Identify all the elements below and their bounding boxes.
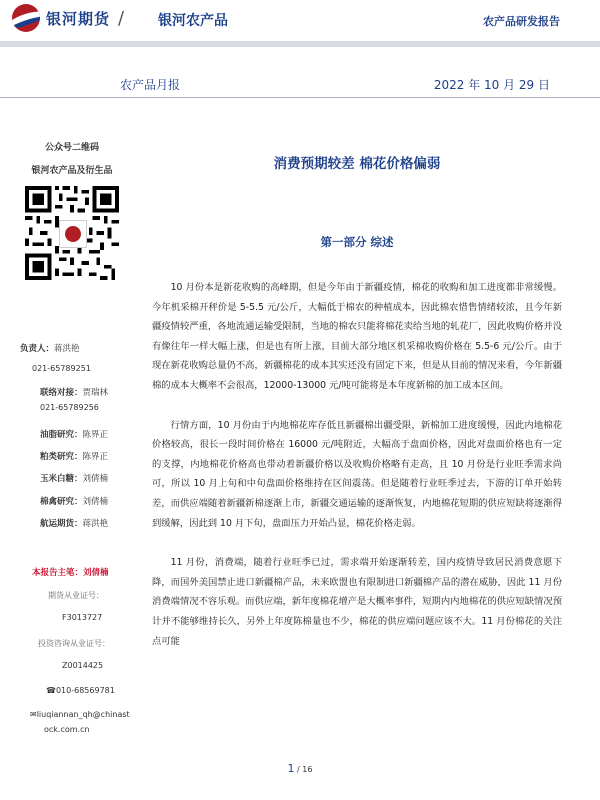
subheader [0, 72, 600, 96]
department-name: 银河农产品 [158, 13, 228, 29]
qr-subtitle: 银河农产品及衍生品 [31, 166, 113, 176]
galaxy-logo-icon [12, 4, 40, 32]
staff-name: 贾瑞林 [82, 388, 109, 398]
staff-role: 航运期货： [40, 519, 83, 529]
staff-contact [40, 386, 150, 398]
sidebar [12, 140, 132, 280]
section-heading: 第一部分 综述 [320, 235, 394, 249]
paragraph-market: 行情方面，10 月份由于内地棉花库存低且新疆棉出疆受限，新棉加工进度缓慢，因此内地棉花价格较高，很长一段时间价格在 16000 元/吨附近，大幅高于盘面价格，因此对盘面价格也有一定的支撑，内地棉花价格高也带动着新疆价格以及收购价格略有走高，且 10 月份是行业旺季需求尚可，所以 10 月上旬和中旬盘面价格维持在区间震荡。但是随着行业旺季过去，下游的订单开始转差，而供应端随着新疆新棉逐渐上市，新疆交通运输的逐渐恢复，内地棉花短期的供应短缺将逐渐得到缓解，因此到 10 月下旬，盘面压力开始凸显，棉花价格走弱。 [152, 419, 562, 529]
header-divider [0, 41, 600, 47]
qr-title: 公众号二维码 [44, 143, 99, 153]
author-email-line2: ock.com.cn [44, 725, 90, 734]
company-name: 银河期货 [46, 9, 111, 28]
company-logo [12, 4, 124, 32]
total-pages: / 16 [294, 765, 313, 774]
staff-role: 负责人： [20, 344, 55, 354]
staff-role: 玉米白糖： [40, 474, 83, 484]
advisory-license-number: Z0014425 [62, 661, 104, 670]
futures-license-number: F3013727 [62, 613, 103, 622]
header-slash: / [118, 7, 125, 29]
paragraph-outlook: 11 月份，消费端，随着行业旺季已过，需求端开始逐渐转差，国内疫情导致居民消费意愿下降，而国外美国禁止进口新疆棉产品，未来欧盟也有限制进口新疆棉产品的潜在威胁，因此 11 月份消费端情况不容乐观。而供应端，新年度棉花增产是大概率事件，短期内内地棉花的供应短缺情况预计并不能够维持长久，另外上年度陈棉量也不少，棉花的供应端问题应该不大。11 月份棉花的关注点可能 [152, 557, 562, 647]
staff-name: 刘倩楠 [82, 497, 109, 507]
staff-name: 蒋洪艳 [54, 344, 80, 354]
staff-role: 棉禽研究： [40, 497, 83, 507]
report-header [0, 0, 600, 40]
staff-role: 粕类研究： [40, 452, 83, 462]
staff-role: 油脂研究： [40, 430, 83, 440]
author-phone: ☎010-68569781 [46, 686, 115, 695]
staff-oils [40, 428, 150, 440]
staff-meals [40, 450, 150, 462]
staff-shipping [40, 517, 150, 529]
qr-code-icon [25, 186, 119, 280]
author-email-line1: ✉liuqiannan_qh@chinast [30, 710, 130, 719]
staff-contact-phone: 021-65789256 [40, 403, 99, 412]
staff-lead-phone: 021-65789251 [32, 364, 91, 373]
main-content [152, 150, 562, 651]
staff-name: 陈界正 [82, 430, 109, 440]
current-page: 1 [287, 762, 295, 775]
staff-name: 陈界正 [82, 452, 109, 462]
report-title: 消费预期较差 棉花价格偏弱 [273, 156, 441, 172]
staff-name: 蒋洪艳 [82, 519, 109, 529]
subheader-divider [0, 97, 600, 98]
staff-role: 联络对接： [40, 388, 83, 398]
staff-cotton-poultry [40, 495, 150, 507]
report-category: 农产品月报 [120, 78, 181, 92]
futures-license-label: 期货从业证号： [48, 591, 104, 600]
staff-name: 刘倩楠 [82, 474, 109, 484]
paragraph-overview: 10 月份本是新花收购的高峰期，但是今年由于新疆疫情，棉花的收购和加工进度都非常缓慢。今年机采棉开秤价是 5-5.5 元/公斤，大幅低于棉农的种植成本，因此棉农惜售情绪较浓，且今年新疆疫情较严重，各地流通运输受限制，当地的棉农只能将棉花卖给当地的轧花厂，因此收购价格并没有像往年一样大幅上涨，但是也有所上涨，目前大部分地区机采棉收购价格在 5.5-6 元/公斤。由于现在新花收购总量仍不高，新疆棉花的成本其实还没有固定下来，但是从目前的情况来看，今年新疆棉的成本大概率不会很高，12000-13000 元/吨可能将是本年度新棉的加工成本区间。 [152, 282, 562, 391]
staff-corn-sugar [40, 472, 150, 484]
report-date: 2022 年 10 月 29 日 [433, 78, 550, 92]
advisory-license-label: 投资咨询从业证号： [38, 639, 110, 648]
report-type: 农产品研发报告 [483, 15, 560, 28]
page-number [0, 762, 600, 775]
lead-author: 本报告主笔：刘倩楠 [32, 568, 109, 578]
staff-lead [20, 342, 130, 354]
